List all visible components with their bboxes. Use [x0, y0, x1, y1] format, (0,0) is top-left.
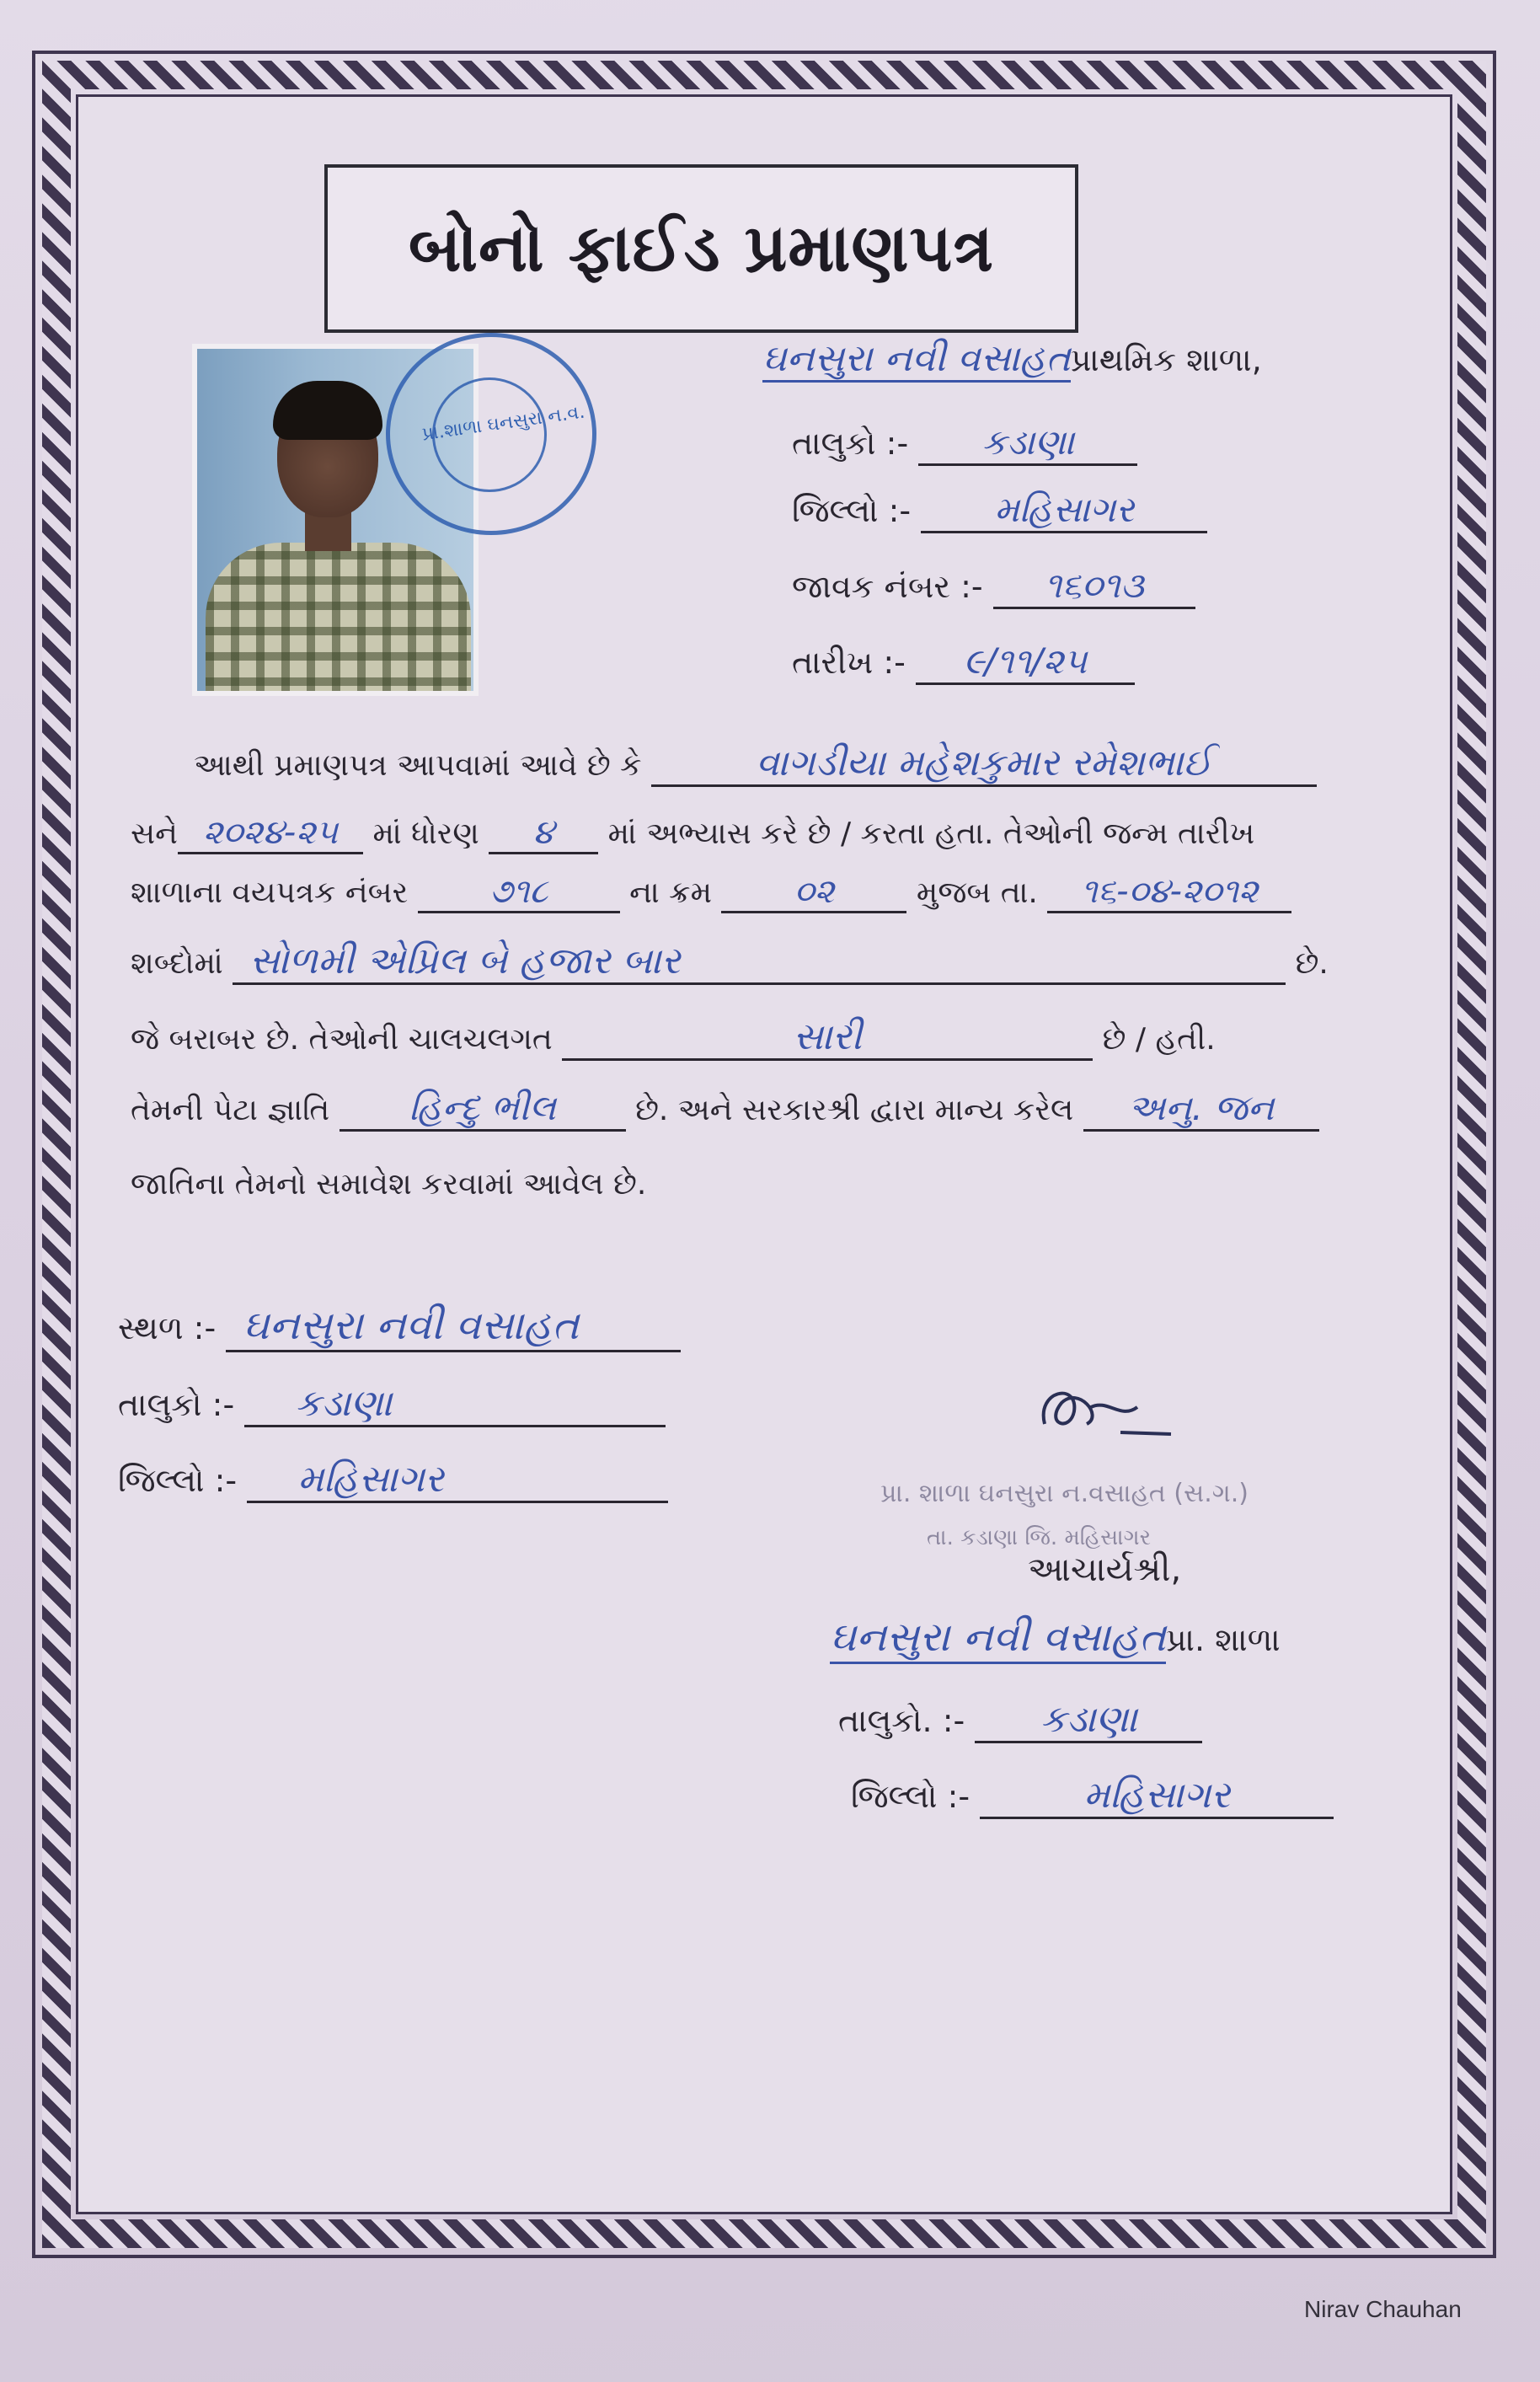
- header-school-name: ઘનસુરા નવી વસાહત: [762, 337, 1071, 383]
- header-district-row: [792, 489, 1207, 533]
- footer-taluka-row: [118, 1382, 666, 1427]
- principal-signature: [1028, 1373, 1179, 1449]
- std-label: માં ધોરણ: [372, 816, 479, 851]
- header-taluka-value: કડાણા: [918, 421, 1137, 466]
- footer-taluka-label: તાલુકો :-: [118, 1386, 235, 1423]
- words-suffix: છે.: [1295, 946, 1329, 981]
- serial-label: ના ક્રમ: [629, 875, 713, 910]
- principal-label: આચાર્યશ્રી,: [1028, 1550, 1182, 1589]
- photo-credit: Nirav Chauhan: [1304, 2296, 1462, 2322]
- certificate-title: બોનો ફાઈડ પ્રમાણપત્ર: [408, 210, 995, 286]
- footer-right-school-row: [830, 1614, 1281, 1664]
- header-outward-label: જાવક નંબર :-: [792, 568, 983, 605]
- caste-value: હિન્દુ ભીલ: [340, 1087, 626, 1132]
- body-line-3: [131, 872, 1291, 913]
- header-date-value: ૯/૧૧/૨૫: [916, 640, 1135, 685]
- footer-right-taluka-row: [838, 1698, 1202, 1743]
- footer-right-district-label: જિલ્લો :-: [851, 1778, 971, 1815]
- footer-district-row: [118, 1458, 668, 1503]
- register-no-value: ૭૧૮: [418, 872, 620, 913]
- dob-label: મુજબ તા.: [916, 875, 1038, 910]
- footer-taluka-value: કડાણા: [244, 1382, 666, 1427]
- principal-stamp-line-1: પ્રા. શાળા ઘનસુરા ન.વસાહત (સ.ગ.): [880, 1479, 1249, 1508]
- body-line1-prefix: આથી પ્રમાણપત્ર આપવામાં આવે છે કે: [194, 748, 642, 783]
- header-outward-row: [792, 565, 1195, 609]
- header-district-label: જિલ્લો :-: [792, 492, 912, 529]
- body-line2-suffix: માં અભ્યાસ કરે છે / કરતા હતા. તેઓની જન્મ તારીખ: [607, 816, 1255, 851]
- place-value: ઘનસુરા નવી વસાહત: [226, 1302, 681, 1352]
- footer-place-row: [118, 1302, 681, 1352]
- footer-district-label: જિલ્લો :-: [118, 1462, 238, 1499]
- dob-words-value: સોળમી એપ્રિલ બે હજાર બાર: [233, 939, 1286, 985]
- conduct-value: સારી: [562, 1015, 1093, 1061]
- serial-value: ૦૨: [721, 872, 906, 913]
- header-school-line: [762, 337, 1262, 383]
- body-line-1: [194, 741, 1317, 787]
- category-value: અનુ. જન: [1083, 1087, 1319, 1132]
- footer-right-district-value: મહિસાગર: [980, 1774, 1334, 1819]
- body-line-2: [131, 813, 1254, 854]
- certificate-title-box: [324, 164, 1078, 333]
- words-label: શબ્દોમાં: [131, 946, 223, 981]
- conduct-label: જે બરાબર છે. તેઓની ચાલચલગત: [131, 1022, 553, 1057]
- caste-label: તેમની પેટા જ્ઞાતિ: [131, 1093, 330, 1127]
- footer-right-district-row: [851, 1774, 1334, 1819]
- academic-year-value: ૨૦૨૪-૨૫: [178, 813, 363, 854]
- dob-value: ૧૬-૦૪-૨૦૧૨: [1047, 872, 1291, 913]
- body-line2-prefix: સને: [131, 816, 178, 851]
- header-date-label: તારીખ :-: [792, 644, 906, 681]
- footer-district-value: મહિસાગર: [247, 1458, 668, 1503]
- footer-right-school-name: ઘનસુરા નવી વસાહત: [830, 1614, 1166, 1664]
- std-value: ૪: [489, 813, 598, 854]
- conduct-suffix: છે / હતી.: [1102, 1022, 1216, 1057]
- body-line-conduct: [131, 1015, 1216, 1061]
- header-district-value: મહિસાગર: [921, 489, 1207, 533]
- caste-suffix-line: જાતિના તેમનો સમાવેશ કરવામાં આવેલ છે.: [131, 1167, 647, 1202]
- footer-right-taluka-label: તાલુકો. :-: [838, 1702, 965, 1739]
- header-outward-value: ૧૬૦૧૩: [993, 565, 1195, 609]
- caste-mid-text: છે. અને સરકારશ્રી દ્વારા માન્ય કરેલ: [635, 1093, 1074, 1127]
- student-name-value: વાગડીયા મહેશકુમાર રમેશભાઈ: [651, 741, 1317, 787]
- register-label: શાળાના વયપત્રક નંબર: [131, 875, 409, 910]
- header-school-suffix: પ્રાથમિક શાળા,: [1070, 341, 1262, 378]
- footer-right-school-suffix: પ્રા. શાળા: [1165, 1621, 1281, 1658]
- footer-right-taluka-value: કડાણા: [975, 1698, 1202, 1743]
- body-line-caste: [131, 1087, 1319, 1132]
- school-seal-text: પ્રા.શાળા ઘનસુરા ન.વ.: [420, 401, 586, 446]
- header-taluka-row: [792, 421, 1137, 466]
- principal-stamp-line-2: તા. કડાણા જિ. મહિસાગર: [927, 1525, 1152, 1550]
- header-date-row: [792, 640, 1135, 685]
- place-label: સ્થળ :-: [118, 1309, 217, 1346]
- body-line-words: [131, 939, 1329, 985]
- header-taluka-label: તાલુકો :-: [792, 425, 909, 462]
